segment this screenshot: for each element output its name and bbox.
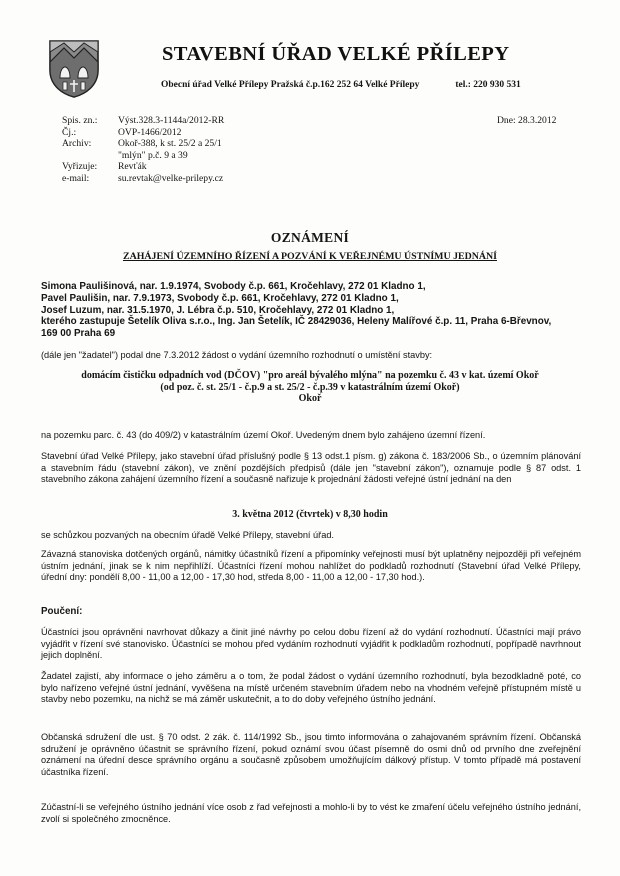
archive-value-2: "mlýn" p.č. 9 a 39 — [118, 149, 188, 161]
email-label: e-mail: — [62, 172, 90, 184]
handled-by-row — [62, 161, 224, 173]
archive-row-2 — [62, 150, 224, 162]
document-date: Dne: 28.3.2012 — [497, 115, 557, 126]
handled-by-value: Revťák — [118, 161, 147, 173]
applicant-duty-paragraph: Žadatel zajistí, aby informace o jeho záměru a o tom, že podal žádost o vydání územního rozhodnutí, byla bezodkladně poté, co bylo nařízeno veřejné ústní jednání, vyvěšena na místě určeném stavebním úřadem nebo na vhodném veřejně přístupném místě u stavby nebo pozemku, na nichž se má záměr uskutečnit, a to do doby veřejného ústního jednání. — [41, 671, 581, 705]
email-row — [62, 173, 224, 185]
applicant-line: Josef Luzum, nar. 31.5.1970, J. Lébra č.p. 510, Kročehlavy, 272 01 Kladno 1, — [41, 304, 395, 316]
project-line: Okoř — [298, 393, 322, 405]
document-subheading: ZAHÁJENÍ ÚZEMNÍHO ŘÍZENÍ A POZVÁNÍ K VEŘEJNÉMU ÚSTNÍMU JEDNÁNÍ — [122, 251, 497, 262]
document-heading: OZNÁMENÍ — [270, 230, 350, 245]
parcel-paragraph: na pozemku parc. č. 43 (do 409/2) v katastrálním území Okoř. Uvedeným dnem bylo zahájeno územní řízení. — [41, 430, 486, 440]
applicant-line: 169 00 Praha 69 — [41, 328, 116, 340]
office-address — [161, 80, 521, 90]
civic-associations-paragraph: Občanská sdružení dle ust. § 70 odst. 2 zák. č. 114/1992 Sb., jsou timto informována o zahajovaném správním řízení. Občanská sdružení je oprávněno účastnit se správního řízení, pokud oznámí svou účast písemně do osmi dnů od prvního dne zveřejnění oznámení na úřední desce správního orgánu a současně způsobem umožňujícím dálkový přístup. V tomto případě má postavení účastníka řízení. — [41, 732, 581, 778]
office-title: STAVEBNÍ ÚŘAD VELKÉ PŘÍLEPY — [162, 43, 510, 65]
binding-opinions-paragraph: Závazná stanoviska dotčených orgánů, námitky účastníků řízení a připomínky veřejnosti musí být uplatněny nejpozději při veřejném ústním jednání, jinak se k nim nepřihlíží. Účastníci řízení mohou nahlížet do podkladů rozhodnutí (Stavební úřad Velké Přílepy, úřední dny: pondělí 8,00 - 11,00 a 12,00 - 17,30 hod, středa 8,00 - 11,00 a 12,00 - 17,30 hod.). — [41, 549, 581, 583]
address-text: Obecní úřad Velké Přílepy Pražská č.p.162 252 64 Velké Přílepy — [161, 80, 420, 90]
project-description — [0, 370, 620, 405]
applicants-list — [41, 281, 551, 340]
reference-block — [62, 115, 224, 185]
municipal-crest-logo — [47, 38, 101, 98]
handled-by-label: Vyřizuje: — [62, 161, 98, 173]
rights-paragraph: Účastníci jsou oprávněni navrhovat důkazy a činit jiné návrhy po celou dobu řízení až do vydání rozhodnutí. Účastníci mají právo vyjádřit v řízení své stanovisko. Účastníci se mohou před vydáním rozhodnutí vyjádřit k podkladům rozhodnutí, popřípadě navrhnout jejich doplnění. — [41, 627, 581, 661]
phone-number: tel.: 220 930 531 — [455, 80, 521, 90]
applicant-line: Simona Paulišinová, nar. 1.9.1974, Svobody č.p. 661, Kročehlavy, 272 01 Kladno 1, — [41, 281, 426, 292]
request-paragraph: (dále jen "žadatel") podal dne 7.3.2012 žádost o vydání územního rozhodnutí o umístění stavby: — [41, 350, 433, 360]
file-number-value: Výst.328.3-1144a/2012-RR — [118, 115, 225, 126]
reference-number-label: Čj.: — [62, 126, 77, 138]
archive-label: Archiv: — [62, 138, 92, 150]
applicant-line: kterého zastupuje Šetelík Oliva s.r.o., Ing. Jan Šetelík, IČ 28429036, Heleny Malířové č.p. 11, Praha 6-Břevnov, — [41, 316, 552, 328]
reference-number-row — [62, 127, 224, 139]
file-number-row — [62, 115, 224, 127]
archive-value: Okoř-388, k st. 25/2 a 25/1 — [118, 138, 222, 150]
file-number-label: Spis. zn.: — [62, 115, 98, 126]
joint-representative-paragraph: Zúčastní-li se veřejného ústního jednání více osob z řad veřejnosti a mohlo-li by to vést ke zmaření účelu veřejného ústního jednání, zvolí si společného zmocněnce. — [41, 802, 581, 824]
instruction-title: Poučení: — [41, 606, 83, 617]
project-line: domácím čističku odpadních vod (DČOV) "pro areál bývalého mlýna" na pozemku č. 43 v kat. území Okoř — [81, 370, 539, 381]
meeting-date: 3. května 2012 (čtvrtek) v 8,30 hodin — [232, 509, 388, 520]
email-value: su.revtak@velke-prilepy.cz — [118, 172, 224, 184]
authority-paragraph: Stavební úřad Velké Přílepy, jako stavební úřad příslušný podle § 13 odst.1 písm. g) zákona č. 183/2006 Sb., o územním plánování a stavebním řádu (stavební zákon), ve znění pozdějších předpisů (dále jen "stavební zákon"), oznamuje podle § 87 odst. 1 stavebního zákona zahájení územního řízení a současně nařizuje k projednání žádosti veřejné ústní jednání na den — [41, 451, 581, 485]
reference-number-value: OVP-1466/2012 — [118, 126, 182, 138]
project-line: (od poz. č. st. 25/1 - č.p.9 a st. 25/2 - č.p.39 v katastrálním území Okoř) — [160, 381, 460, 393]
applicant-line: Pavel Paulišin, nar. 7.9.1973, Svobody č.p. 661, Kročehlavy, 272 01 Kladno 1, — [41, 292, 399, 304]
archive-row — [62, 138, 224, 150]
meeting-paragraph: se schůzkou pozvaných na obecním úřadě Velké Přílepy, stavební úřad. — [41, 530, 334, 540]
